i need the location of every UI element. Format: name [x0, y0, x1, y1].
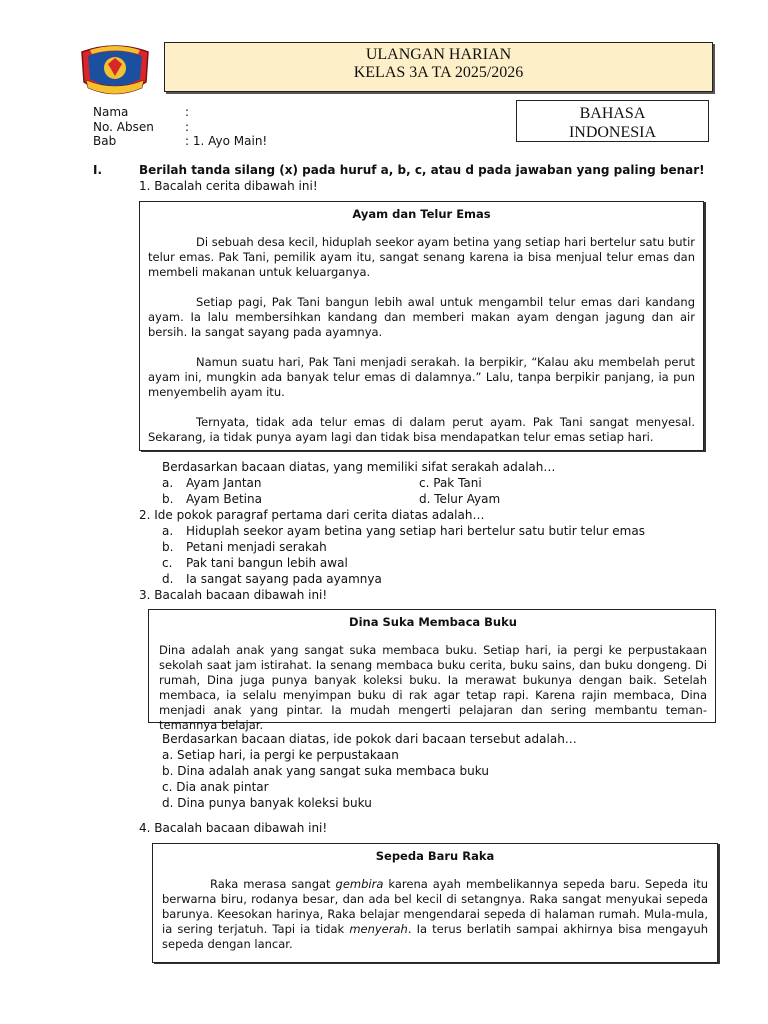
- q4-prompt: 4. Bacalah bacaan dibawah ini!: [139, 821, 328, 835]
- q2-option-d[interactable]: Ia sangat sayang pada ayamnya: [186, 572, 382, 586]
- story-box-2: [148, 609, 716, 732]
- story-1-paragraph-2: Setiap pagi, Pak Tani bangun lebih awal untuk mengambil telur emas dari kandang ayam. Ia lalu membersihkan kandang dan memberi makan ayam dengan jagung dan air bersih. Ia sangat sayang pada ayamnya.: [148, 295, 695, 339]
- story-2-paragraph: Dina adalah anak yang sangat suka membaca buku. Setiap hari, ia pergi ke perpustakaan sekolah saat jam istirahat. Ia senang membaca buku cerita, buku sains, dan buku dongeng. Di rumah, Dina juga punya banyak koleksi buku. Ia merawat bukunya dengan baik. Setelah membaca, ia selalu menyimpan buku di rak agar tetap rapi. Karena rajin membaca, Dina menjadi anak yang pintar. Ia mudah mengerti pelajaran dan sering membantu teman-temannya belajar.: [159, 643, 707, 732]
- name-label: Nama: [93, 105, 129, 119]
- q1-question: Berdasarkan bacaan diatas, yang memiliki sifat serakah adalah…: [162, 460, 556, 474]
- story-3-italic-2: menyerah: [349, 922, 408, 936]
- q3-option-c[interactable]: c. Dia anak pintar: [162, 780, 269, 794]
- story-3-text-2: karena ayah membelikannya sepeda baru. Sepeda itu berwarna biru, rodanya besar, dan ada bel kecil di setangnya. Raka sangat menyukai sepeda barunya. Keesokan harinya, Raka belajar mengendarai sepeda di halaman rumah. Mula-mula, ia sering terjatuh. Tapi ia tidak: [162, 877, 709, 936]
- q1-option-b[interactable]: Ayam Betina: [186, 492, 262, 506]
- q3-option-b[interactable]: b. Dina adalah anak yang sangat suka membaca buku: [162, 764, 489, 778]
- q1-option-letter-c: c.: [419, 476, 430, 490]
- story-box-3: [152, 843, 718, 963]
- q2-option-c[interactable]: Pak tani bangun lebih awal: [186, 556, 348, 570]
- q3-question: Berdasarkan bacaan diatas, ide pokok dari bacaan tersebut adalah…: [162, 732, 577, 746]
- exam-header: [164, 42, 713, 92]
- subject-line1: BAHASA: [579, 105, 646, 122]
- q2-option-letter-a: a.: [162, 524, 174, 538]
- q1-option-letter-a: a.: [162, 476, 174, 490]
- story-1-title: Ayam dan Telur Emas: [352, 207, 491, 221]
- q1-option-letter-d: d.: [419, 492, 431, 506]
- q2-option-a[interactable]: Hiduplah seekor ayam betina yang setiap hari bertelur satu butir telur emas: [186, 524, 645, 538]
- q1-option-d[interactable]: [419, 492, 500, 507]
- name-field[interactable]: :: [185, 105, 190, 119]
- story-3-text-3: . Ia terus berlatih sampai akhirnya bisa mengayuh sepeda dengan lancar.: [162, 922, 708, 951]
- q3-option-d[interactable]: d. Dina punya banyak koleksi buku: [162, 796, 372, 810]
- q3-option-a[interactable]: a. Setiap hari, ia pergi ke perpustakaan: [162, 748, 399, 762]
- exam-title: ULANGAN HARIAN: [365, 46, 512, 63]
- story-3-paragraph: [162, 877, 708, 952]
- story-1-paragraph-3: Namun suatu hari, Pak Tani menjadi serakah. Ia berpikir, “Kalau aku membelah perut ayam ini, mungkin ada banyak telur emas di dalamnya.” Lalu, tanpa berpikir panjang, ia pun menyembelih ayam itu.: [148, 355, 695, 399]
- section-instruction: Berilah tanda silang (x) pada huruf a, b, c, atau d pada jawaban yang paling benar!: [139, 163, 705, 177]
- story-3-italic-1: gembira: [335, 877, 384, 891]
- school-logo: [78, 42, 152, 98]
- q1-option-c[interactable]: [419, 476, 482, 491]
- story-box-1: [139, 201, 704, 451]
- story-1-paragraph-1: Di sebuah desa kecil, hiduplah seekor ayam betina yang setiap hari bertelur satu butir telur emas. Pak Tani, pemilik ayam itu, sangat senang karena ia bisa menjual telur emas dan membeli makanan untuk keluarganya.: [148, 235, 695, 279]
- story-1-paragraph-4: Ternyata, tidak ada telur emas di dalam perut ayam. Pak Tani sangat menyesal. Sekarang, ia tidak punya ayam lagi dan tidak bisa mendapatkan telur emas setiap hari.: [148, 415, 695, 444]
- story-3-title: Sepeda Baru Raka: [375, 849, 495, 863]
- subject-line2: INDONESIA: [568, 124, 657, 141]
- subject-box: [516, 100, 709, 142]
- section-number: I.: [93, 163, 103, 177]
- q1-option-letter-b: b.: [162, 492, 174, 506]
- q1-option-c-text: Pak Tani: [433, 476, 482, 490]
- q2-option-b[interactable]: Petani menjadi serakah: [186, 540, 327, 554]
- story-3-text-1: Raka merasa sangat: [210, 877, 336, 891]
- absen-label: No. Absen: [93, 120, 154, 134]
- bab-label: Bab: [93, 134, 117, 148]
- story-2-title: Dina Suka Membaca Buku: [349, 615, 517, 629]
- absen-field[interactable]: :: [185, 120, 190, 134]
- q1-option-d-text: Telur Ayam: [434, 492, 501, 506]
- q2-prompt: 2. Ide pokok paragraf pertama dari cerita diatas adalah…: [139, 508, 485, 522]
- q2-option-letter-c: c.: [162, 556, 173, 570]
- q2-option-letter-b: b.: [162, 540, 174, 554]
- q1-option-a[interactable]: Ayam Jantan: [186, 476, 262, 490]
- bab-value: : 1. Ayo Main!: [185, 134, 268, 148]
- q1-prompt: 1. Bacalah cerita dibawah ini!: [139, 179, 318, 193]
- q3-prompt: 3. Bacalah bacaan dibawah ini!: [139, 588, 328, 602]
- q2-option-letter-d: d.: [162, 572, 174, 586]
- exam-class-year: KELAS 3A TA 2025/2026: [353, 64, 524, 81]
